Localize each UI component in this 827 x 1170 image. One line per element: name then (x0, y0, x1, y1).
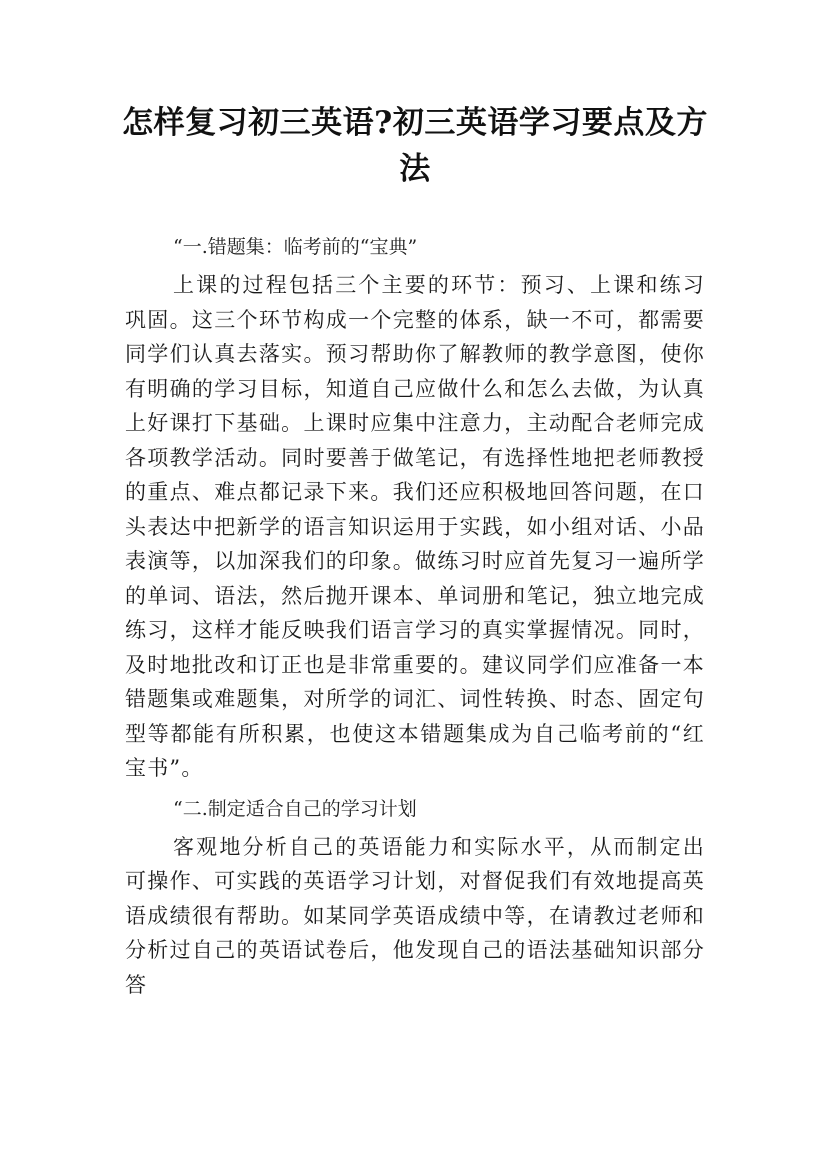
section-heading-2: “二.制定适合自己的学习计划 (173, 797, 417, 820)
document-body (125, 232, 705, 1002)
document-title: 怎样复习初三英语?初三英语学习要点及方法 (122, 105, 708, 187)
section-paragraph-2: 客观地分析自己的英语能力和实际水平，从而制定出可操作、可实践的英语学习计划，对督促我们有效地提高英语成绩很有帮助。如某同学英语成绩中等，在请教过老师和分析过自己的英语试卷后，他发现自己的语法基础知识部分答 (125, 834, 705, 997)
section-paragraph-1: 上课的过程包括三个主要的环节：预习、上课和练习巩固。这三个环节构成一个完整的体系，缺一不可，都需要同学们认真去落实。预习帮助你了解教师的教学意图，使你有明确的学习目标，知道自己应做什么和怎么去做，为认真上好课打下基础。上课时应集中注意力，主动配合老师完成各项教学活动。同时要善于做笔记，有选择性地把老师教授的重点、难点都记录下来。我们还应积极地回答问题，在口头表达中把新学的语言知识运用于实践，如小组对话、小品表演等，以加深我们的印象。做练习时应首先复习一遍所学的单词、语法，然后抛开课本、单词册和笔记，独立地完成练习，这样才能反映我们语言学习的真实掌握情况。同时，及时地批改和订正也是非常重要的。建议同学们应准备一本错题集或难题集，对所学的词汇、词性转换、时态、固定句型等都能有所积累，也使这本错题集成为自己临考前的“红宝书”。 (125, 273, 705, 780)
section-heading-1: “一.错题集：临考前的“宝典” (173, 236, 418, 258)
